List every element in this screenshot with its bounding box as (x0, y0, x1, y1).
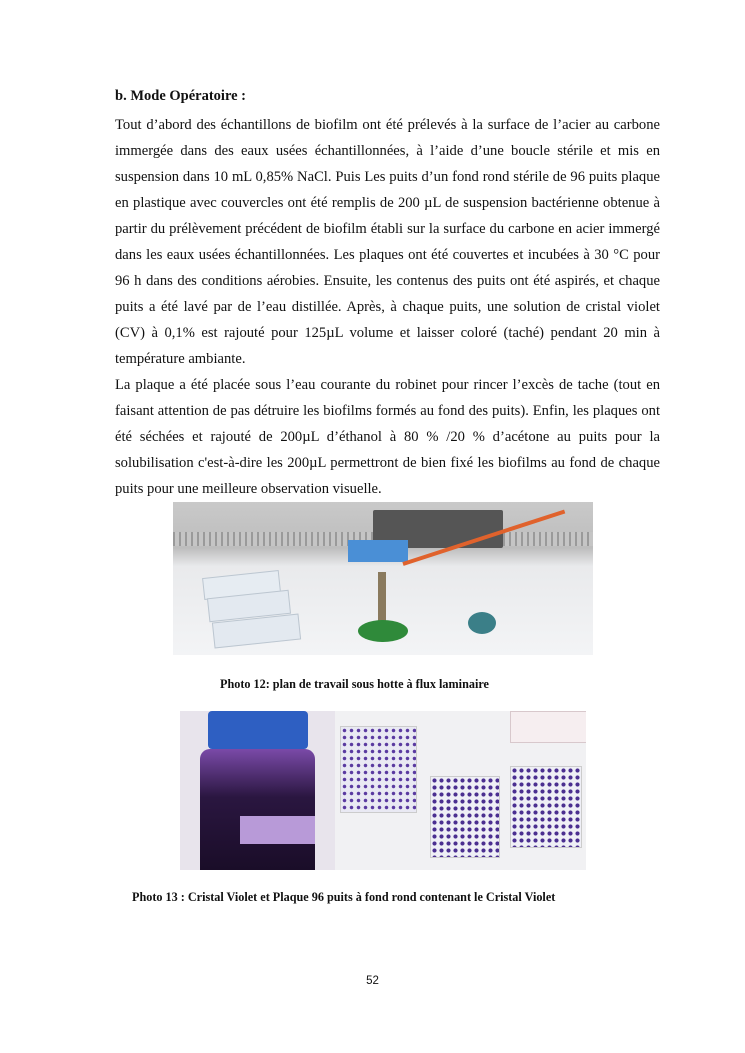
paragraph: La plaque a été placée sous l’eau courante du robinet pour rincer l’excès de tache (tout en faisant attention de pas détruire les biofilms formés au fond des puits). Enfin, les plaques ont été séchées et rajouté de 200µL d’éthanol à 80 % /20 % d’acétone au puits pour la solubilisation c'est-à-dire les 200µL permettront de bien fixé les biofilms au fond de chaque puits pour une meilleure observation visuelle. (115, 377, 660, 497)
section-heading: b. Mode Opératoire : (115, 88, 247, 104)
photo-crystal-violet-plates (180, 711, 586, 870)
page-number: 52 (366, 975, 379, 987)
photo-laminar-flow-workbench (173, 502, 593, 655)
body-text (115, 112, 660, 502)
figure-caption: Photo 13 : Cristal Violet et Plaque 96 puits à fond rond contenant le Cristal Violet (132, 890, 556, 904)
paragraph: Tout d’abord des échantillons de biofilm ont été prélevés à la surface de l’acier au carbone immergée dans des eaux usées échantillonnées, à l’aide d’une boucle stérile et mis en suspension dans 10 mL 0,85% NaCl. Puis Les puits d’un fond rond stérile de 96 puits plaque en plastique avec couvercles ont été remplis de 200 µL de suspension bactérienne obtenue à partir du prélèvement précédent de biofilm établi sur la surface du carbone en acier immergé dans les eaux usées échantillonnées. Les plaques ont été couvertes et incubées à 30 °C pour 96 h dans des conditions aérobies. Ensuite, les contenus des puits ont été aspirés, et chaque puits a été lavé par de l’eau distillée. Après, à chaque puits, une solution de cristal violet (CV) à 0,1% est rajouté pour 125µL volume et laisser coloré (taché) pendant 20 min à température ambiante. (115, 117, 660, 367)
figure-caption: Photo 12: plan de travail sous hotte à flux laminaire (220, 677, 489, 691)
